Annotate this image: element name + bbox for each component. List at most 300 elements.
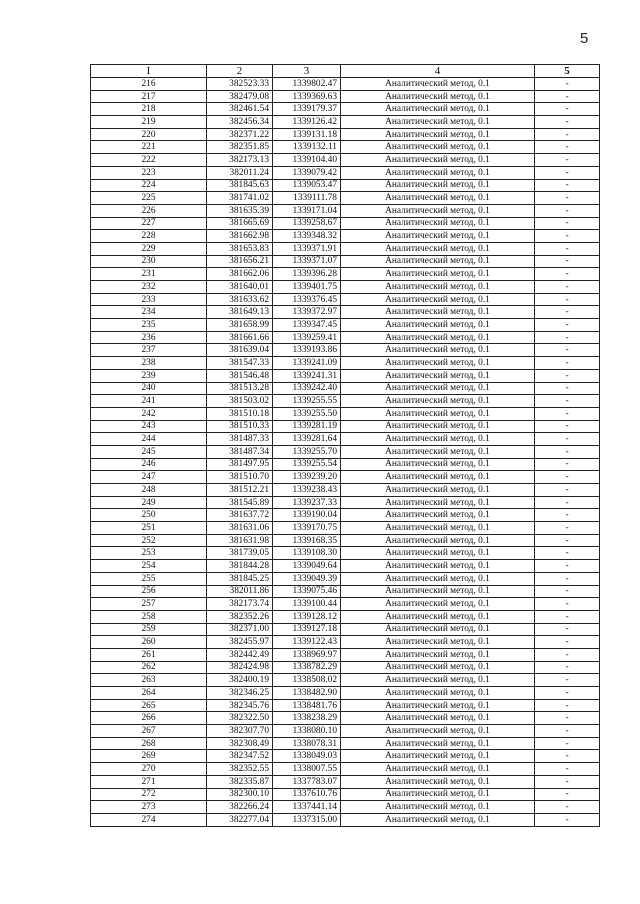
- x-coordinate-cell: 381662.98: [207, 230, 273, 243]
- note-cell: -: [535, 306, 600, 319]
- table-row: [91, 674, 600, 687]
- method-cell: Аналитический метод, 0.1: [341, 306, 535, 319]
- y-coordinate-cell: 1339237.33: [273, 496, 341, 509]
- table-row: [91, 90, 600, 103]
- note-cell: -: [535, 687, 600, 700]
- point-number-cell: 231: [91, 268, 207, 281]
- method-cell: Аналитический метод, 0.1: [341, 585, 535, 598]
- point-number-cell: 217: [91, 90, 207, 103]
- table-row: [91, 357, 600, 370]
- method-cell: Аналитический метод, 0.1: [341, 636, 535, 649]
- y-coordinate-cell: 1339127.18: [273, 623, 341, 636]
- table-row: [91, 141, 600, 154]
- x-coordinate-cell: 382307.70: [207, 725, 273, 738]
- table-row: [91, 230, 600, 243]
- y-coordinate-cell: 1338080.10: [273, 725, 341, 738]
- x-coordinate-cell: 381649.13: [207, 306, 273, 319]
- point-number-cell: 227: [91, 217, 207, 230]
- x-coordinate-cell: 382345.76: [207, 699, 273, 712]
- note-cell: -: [535, 128, 600, 141]
- x-coordinate-cell: 382335.87: [207, 775, 273, 788]
- header-col-4: 4: [341, 65, 535, 78]
- table-row: [91, 293, 600, 306]
- y-coordinate-cell: 1339242.40: [273, 382, 341, 395]
- note-cell: -: [535, 382, 600, 395]
- method-cell: Аналитический метод, 0.1: [341, 458, 535, 471]
- x-coordinate-cell: 381512.21: [207, 484, 273, 497]
- table-row: [91, 255, 600, 268]
- x-coordinate-cell: 382173.13: [207, 154, 273, 167]
- y-coordinate-cell: 1338078.31: [273, 737, 341, 750]
- point-number-cell: 272: [91, 788, 207, 801]
- x-coordinate-cell: 382455.97: [207, 636, 273, 649]
- y-coordinate-cell: 1337783.07: [273, 775, 341, 788]
- table-row: [91, 661, 600, 674]
- method-cell: Аналитический метод, 0.1: [341, 471, 535, 484]
- point-number-cell: 268: [91, 737, 207, 750]
- table-row: [91, 204, 600, 217]
- y-coordinate-cell: 1339396.28: [273, 268, 341, 281]
- x-coordinate-cell: 381665.69: [207, 217, 273, 230]
- note-cell: -: [535, 242, 600, 255]
- header-col-1: I: [91, 65, 207, 78]
- table-row: [91, 560, 600, 573]
- method-cell: Аналитический метод, 0.1: [341, 357, 535, 370]
- y-coordinate-cell: 1339371.91: [273, 242, 341, 255]
- y-coordinate-cell: 1339241.31: [273, 369, 341, 382]
- method-cell: Аналитический метод, 0.1: [341, 598, 535, 611]
- table-row: [91, 78, 600, 91]
- method-cell: Аналитический метод, 0.1: [341, 395, 535, 408]
- table-row: [91, 750, 600, 763]
- x-coordinate-cell: 382347.52: [207, 750, 273, 763]
- x-coordinate-cell: 381741.02: [207, 192, 273, 205]
- y-coordinate-cell: 1339255.70: [273, 445, 341, 458]
- method-cell: Аналитический метод, 0.1: [341, 661, 535, 674]
- table-row: [91, 547, 600, 560]
- y-coordinate-cell: 1339238.43: [273, 484, 341, 497]
- method-cell: Аналитический метод, 0.1: [341, 90, 535, 103]
- method-cell: Аналитический метод, 0.1: [341, 166, 535, 179]
- table-row: [91, 103, 600, 116]
- point-number-cell: 242: [91, 407, 207, 420]
- y-coordinate-cell: 1339259.41: [273, 331, 341, 344]
- method-cell: Аналитический метод, 0.1: [341, 623, 535, 636]
- note-cell: -: [535, 357, 600, 370]
- table-row: [91, 116, 600, 129]
- table-row: [91, 242, 600, 255]
- note-cell: -: [535, 433, 600, 446]
- note-cell: -: [535, 623, 600, 636]
- y-coordinate-cell: 1339193.86: [273, 344, 341, 357]
- x-coordinate-cell: 381639.04: [207, 344, 273, 357]
- y-coordinate-cell: 1339049.39: [273, 572, 341, 585]
- table-row: [91, 699, 600, 712]
- x-coordinate-cell: 381653.83: [207, 242, 273, 255]
- method-cell: Аналитический метод, 0.1: [341, 179, 535, 192]
- method-cell: Аналитический метод, 0.1: [341, 78, 535, 91]
- note-cell: -: [535, 204, 600, 217]
- method-cell: Аналитический метод, 0.1: [341, 750, 535, 763]
- method-cell: Аналитический метод, 0.1: [341, 268, 535, 281]
- y-coordinate-cell: 1339122.43: [273, 636, 341, 649]
- point-number-cell: 246: [91, 458, 207, 471]
- y-coordinate-cell: 1339347.45: [273, 319, 341, 332]
- table-row: [91, 445, 600, 458]
- x-coordinate-cell: 381633.62: [207, 293, 273, 306]
- method-cell: Аналитический метод, 0.1: [341, 128, 535, 141]
- method-cell: Аналитический метод, 0.1: [341, 496, 535, 509]
- y-coordinate-cell: 1339255.55: [273, 395, 341, 408]
- x-coordinate-cell: 381844.28: [207, 560, 273, 573]
- method-cell: Аналитический метод, 0.1: [341, 610, 535, 623]
- y-coordinate-cell: 1338238.29: [273, 712, 341, 725]
- note-cell: -: [535, 598, 600, 611]
- x-coordinate-cell: 381739.05: [207, 547, 273, 560]
- table-row: [91, 598, 600, 611]
- x-coordinate-cell: 381546.48: [207, 369, 273, 382]
- table-row: [91, 801, 600, 814]
- point-number-cell: 271: [91, 775, 207, 788]
- method-cell: Аналитический метод, 0.1: [341, 712, 535, 725]
- method-cell: Аналитический метод, 0.1: [341, 331, 535, 344]
- method-cell: Аналитический метод, 0.1: [341, 154, 535, 167]
- x-coordinate-cell: 382352.26: [207, 610, 273, 623]
- x-coordinate-cell: 381510.18: [207, 407, 273, 420]
- note-cell: -: [535, 90, 600, 103]
- x-coordinate-cell: 382400.19: [207, 674, 273, 687]
- method-cell: Аналитический метод, 0.1: [341, 344, 535, 357]
- x-coordinate-cell: 382277.04: [207, 813, 273, 826]
- x-coordinate-cell: 381510.70: [207, 471, 273, 484]
- point-number-cell: 237: [91, 344, 207, 357]
- note-cell: -: [535, 116, 600, 129]
- point-number-cell: 248: [91, 484, 207, 497]
- table-row: [91, 407, 600, 420]
- method-cell: Аналитический метод, 0.1: [341, 484, 535, 497]
- x-coordinate-cell: 382266.24: [207, 801, 273, 814]
- point-number-cell: 262: [91, 661, 207, 674]
- y-coordinate-cell: 1339111.78: [273, 192, 341, 205]
- note-cell: -: [535, 547, 600, 560]
- x-coordinate-cell: 381656.21: [207, 255, 273, 268]
- point-number-cell: 222: [91, 154, 207, 167]
- table-row: [91, 712, 600, 725]
- method-cell: Аналитический метод, 0.1: [341, 230, 535, 243]
- point-number-cell: 225: [91, 192, 207, 205]
- point-number-cell: 229: [91, 242, 207, 255]
- point-number-cell: 258: [91, 610, 207, 623]
- table-row: [91, 128, 600, 141]
- y-coordinate-cell: 1339281.64: [273, 433, 341, 446]
- y-coordinate-cell: 1338007.55: [273, 763, 341, 776]
- y-coordinate-cell: 1339372.97: [273, 306, 341, 319]
- point-number-cell: 256: [91, 585, 207, 598]
- point-number-cell: 270: [91, 763, 207, 776]
- y-coordinate-cell: 1338482.90: [273, 687, 341, 700]
- table-row: [91, 636, 600, 649]
- point-number-cell: 260: [91, 636, 207, 649]
- header-col-2: 2: [207, 65, 273, 78]
- header-col-3: 3: [273, 65, 341, 78]
- point-number-cell: 269: [91, 750, 207, 763]
- note-cell: -: [535, 572, 600, 585]
- x-coordinate-cell: 382461.54: [207, 103, 273, 116]
- point-number-cell: 234: [91, 306, 207, 319]
- table-row: [91, 268, 600, 281]
- method-cell: Аналитический метод, 0.1: [341, 788, 535, 801]
- x-coordinate-cell: 381845.25: [207, 572, 273, 585]
- table-row: [91, 509, 600, 522]
- note-cell: -: [535, 420, 600, 433]
- y-coordinate-cell: 1339281.19: [273, 420, 341, 433]
- table-row: [91, 281, 600, 294]
- y-coordinate-cell: 1337441.14: [273, 801, 341, 814]
- note-cell: -: [535, 636, 600, 649]
- table-row: [91, 788, 600, 801]
- note-cell: -: [535, 268, 600, 281]
- method-cell: Аналитический метод, 0.1: [341, 534, 535, 547]
- x-coordinate-cell: 382351.85: [207, 141, 273, 154]
- note-cell: -: [535, 585, 600, 598]
- note-cell: -: [535, 103, 600, 116]
- table-row: [91, 775, 600, 788]
- note-cell: -: [535, 141, 600, 154]
- table-row: [91, 610, 600, 623]
- point-number-cell: 235: [91, 319, 207, 332]
- y-coordinate-cell: 1339108.30: [273, 547, 341, 560]
- note-cell: -: [535, 522, 600, 535]
- x-coordinate-cell: 381503.02: [207, 395, 273, 408]
- note-cell: -: [535, 813, 600, 826]
- table-header-row: [91, 65, 600, 78]
- note-cell: -: [535, 471, 600, 484]
- method-cell: Аналитический метод, 0.1: [341, 192, 535, 205]
- method-cell: Аналитический метод, 0.1: [341, 103, 535, 116]
- x-coordinate-cell: 381513.28: [207, 382, 273, 395]
- table-row: [91, 319, 600, 332]
- x-coordinate-cell: 381635.39: [207, 204, 273, 217]
- page-number: 5: [580, 30, 589, 47]
- table-body: [91, 78, 600, 827]
- note-cell: -: [535, 661, 600, 674]
- point-number-cell: 249: [91, 496, 207, 509]
- x-coordinate-cell: 381658.99: [207, 319, 273, 332]
- table-row: [91, 369, 600, 382]
- x-coordinate-cell: 382371.22: [207, 128, 273, 141]
- note-cell: -: [535, 154, 600, 167]
- note-cell: -: [535, 458, 600, 471]
- x-coordinate-cell: 381662.06: [207, 268, 273, 281]
- method-cell: Аналитический метод, 0.1: [341, 674, 535, 687]
- point-number-cell: 243: [91, 420, 207, 433]
- x-coordinate-cell: 382011.24: [207, 166, 273, 179]
- table-row: [91, 534, 600, 547]
- point-number-cell: 251: [91, 522, 207, 535]
- note-cell: -: [535, 737, 600, 750]
- table-row: [91, 648, 600, 661]
- y-coordinate-cell: 1339258.67: [273, 217, 341, 230]
- x-coordinate-cell: 381640.01: [207, 281, 273, 294]
- y-coordinate-cell: 1339075.46: [273, 585, 341, 598]
- method-cell: Аналитический метод, 0.1: [341, 775, 535, 788]
- table-row: [91, 395, 600, 408]
- y-coordinate-cell: 1337315.00: [273, 813, 341, 826]
- table-row: [91, 306, 600, 319]
- method-cell: Аналитический метод, 0.1: [341, 725, 535, 738]
- y-coordinate-cell: 1339131.18: [273, 128, 341, 141]
- y-coordinate-cell: 1339079.42: [273, 166, 341, 179]
- point-number-cell: 253: [91, 547, 207, 560]
- method-cell: Аналитический метод, 0.1: [341, 293, 535, 306]
- y-coordinate-cell: 1339179.37: [273, 103, 341, 116]
- y-coordinate-cell: 1339348.32: [273, 230, 341, 243]
- method-cell: Аналитический метод, 0.1: [341, 763, 535, 776]
- y-coordinate-cell: 1339241.09: [273, 357, 341, 370]
- x-coordinate-cell: 382011.86: [207, 585, 273, 598]
- method-cell: Аналитический метод, 0.1: [341, 572, 535, 585]
- method-cell: Аналитический метод, 0.1: [341, 420, 535, 433]
- y-coordinate-cell: 1339255.50: [273, 407, 341, 420]
- point-number-cell: 273: [91, 801, 207, 814]
- y-coordinate-cell: 1338508.02: [273, 674, 341, 687]
- note-cell: -: [535, 509, 600, 522]
- point-number-cell: 216: [91, 78, 207, 91]
- note-cell: -: [535, 445, 600, 458]
- table-row: [91, 458, 600, 471]
- y-coordinate-cell: 1339128.12: [273, 610, 341, 623]
- x-coordinate-cell: 382308.49: [207, 737, 273, 750]
- x-coordinate-cell: 381631.98: [207, 534, 273, 547]
- x-coordinate-cell: 382523.33: [207, 78, 273, 91]
- note-cell: -: [535, 293, 600, 306]
- method-cell: Аналитический метод, 0.1: [341, 648, 535, 661]
- method-cell: Аналитический метод, 0.1: [341, 547, 535, 560]
- table-row: [91, 737, 600, 750]
- table-row: [91, 471, 600, 484]
- point-number-cell: 266: [91, 712, 207, 725]
- method-cell: Аналитический метод, 0.1: [341, 509, 535, 522]
- note-cell: -: [535, 560, 600, 573]
- y-coordinate-cell: 1339371.07: [273, 255, 341, 268]
- y-coordinate-cell: 1337610.76: [273, 788, 341, 801]
- y-coordinate-cell: 1339369.63: [273, 90, 341, 103]
- method-cell: Аналитический метод, 0.1: [341, 801, 535, 814]
- x-coordinate-cell: 382442.49: [207, 648, 273, 661]
- y-coordinate-cell: 1339376.45: [273, 293, 341, 306]
- y-coordinate-cell: 1338049.03: [273, 750, 341, 763]
- x-coordinate-cell: 382346.25: [207, 687, 273, 700]
- note-cell: -: [535, 407, 600, 420]
- point-number-cell: 263: [91, 674, 207, 687]
- x-coordinate-cell: 381545.89: [207, 496, 273, 509]
- table-row: [91, 420, 600, 433]
- point-number-cell: 226: [91, 204, 207, 217]
- y-coordinate-cell: 1339190.04: [273, 509, 341, 522]
- header-col-5: 5: [535, 65, 600, 78]
- x-coordinate-cell: 382300.10: [207, 788, 273, 801]
- method-cell: Аналитический метод, 0.1: [341, 116, 535, 129]
- note-cell: -: [535, 496, 600, 509]
- point-number-cell: 274: [91, 813, 207, 826]
- point-number-cell: 218: [91, 103, 207, 116]
- method-cell: Аналитический метод, 0.1: [341, 217, 535, 230]
- x-coordinate-cell: 381661.66: [207, 331, 273, 344]
- y-coordinate-cell: 1338969.97: [273, 648, 341, 661]
- table-row: [91, 331, 600, 344]
- x-coordinate-cell: 382322.50: [207, 712, 273, 725]
- method-cell: Аналитический метод, 0.1: [341, 433, 535, 446]
- table-row: [91, 179, 600, 192]
- point-number-cell: 264: [91, 687, 207, 700]
- y-coordinate-cell: 1339104.40: [273, 154, 341, 167]
- method-cell: Аналитический метод, 0.1: [341, 699, 535, 712]
- method-cell: Аналитический метод, 0.1: [341, 407, 535, 420]
- point-number-cell: 254: [91, 560, 207, 573]
- note-cell: -: [535, 725, 600, 738]
- table-row: [91, 572, 600, 585]
- table-row: [91, 585, 600, 598]
- x-coordinate-cell: 381497.95: [207, 458, 273, 471]
- note-cell: -: [535, 712, 600, 725]
- y-coordinate-cell: 1339053.47: [273, 179, 341, 192]
- note-cell: -: [535, 344, 600, 357]
- method-cell: Аналитический метод, 0.1: [341, 813, 535, 826]
- table-row: [91, 763, 600, 776]
- note-cell: -: [535, 610, 600, 623]
- method-cell: Аналитический метод, 0.1: [341, 281, 535, 294]
- table-row: [91, 623, 600, 636]
- method-cell: Аналитический метод, 0.1: [341, 255, 535, 268]
- y-coordinate-cell: 1338782.29: [273, 661, 341, 674]
- x-coordinate-cell: 382352.55: [207, 763, 273, 776]
- note-cell: -: [535, 763, 600, 776]
- note-cell: -: [535, 319, 600, 332]
- x-coordinate-cell: 382424.98: [207, 661, 273, 674]
- method-cell: Аналитический метод, 0.1: [341, 141, 535, 154]
- note-cell: -: [535, 674, 600, 687]
- note-cell: -: [535, 217, 600, 230]
- y-coordinate-cell: 1339171.04: [273, 204, 341, 217]
- note-cell: -: [535, 699, 600, 712]
- method-cell: Аналитический метод, 0.1: [341, 445, 535, 458]
- table-row: [91, 344, 600, 357]
- point-number-cell: 233: [91, 293, 207, 306]
- point-number-cell: 238: [91, 357, 207, 370]
- note-cell: -: [535, 775, 600, 788]
- point-number-cell: 230: [91, 255, 207, 268]
- note-cell: -: [535, 788, 600, 801]
- point-number-cell: 220: [91, 128, 207, 141]
- x-coordinate-cell: 381487.34: [207, 445, 273, 458]
- x-coordinate-cell: 382456.34: [207, 116, 273, 129]
- point-number-cell: 259: [91, 623, 207, 636]
- note-cell: -: [535, 801, 600, 814]
- table-row: [91, 192, 600, 205]
- table-row: [91, 382, 600, 395]
- table-row: [91, 217, 600, 230]
- y-coordinate-cell: 1339126.42: [273, 116, 341, 129]
- point-number-cell: 267: [91, 725, 207, 738]
- point-number-cell: 241: [91, 395, 207, 408]
- point-number-cell: 228: [91, 230, 207, 243]
- note-cell: -: [535, 750, 600, 763]
- point-number-cell: 240: [91, 382, 207, 395]
- table-row: [91, 433, 600, 446]
- point-number-cell: 247: [91, 471, 207, 484]
- point-number-cell: 252: [91, 534, 207, 547]
- table-row: [91, 813, 600, 826]
